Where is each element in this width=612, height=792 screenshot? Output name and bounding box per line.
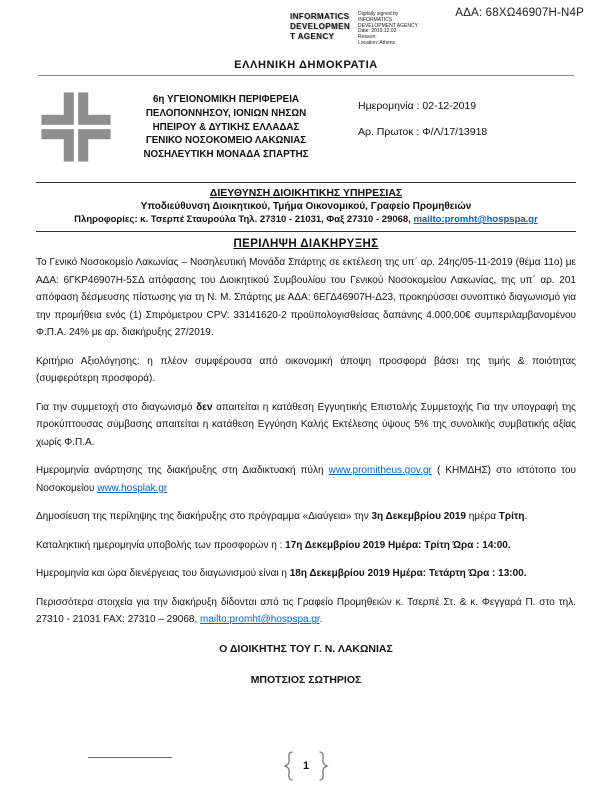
subdivision-line: Υποδιεύθυνση Διοικητικού, Τμήμα Οικονομικού, Γραφείο Προμηθειών [140,201,472,212]
guarantees-text: Για την συμμετοχή στο διαγωνισμό [36,401,197,413]
organization-block [104,93,348,162]
hosplak-link[interactable]: www.hosplak.gr [97,482,168,494]
paragraph-diavgeia-publication [36,508,576,526]
promitheus-link[interactable]: www.promitheus.gov.gr [328,465,432,476]
digital-signature-stamp [290,12,436,47]
document-body [36,254,576,690]
publication-text: Ημερομηνία ανάρτησης της διακήρυξης στη Διαδικτυακή πύλη [36,465,329,476]
header-divider [38,75,574,76]
protocol-number: Αρ. Πρωτοκ : Φ/Λ/17/13918 [358,126,488,138]
deadline-text: Καταληκτική ημερομηνία υποβολής των προσφορών η : [36,539,286,551]
org-line-hospital: ΓΕΝΙΚΟ ΝΟΣΟΚΟΜΕΙΟ ΛΑΚΩΝΙΑΣ [145,135,307,147]
org-line-unit: ΝΟΣΗΛΕΥΤΙΚΗ ΜΟΝΑΔΑ ΣΠΑΡΤΗΣ [143,149,309,161]
document-date: Ημερομηνία : 02-12-2019 [358,100,477,112]
page-number-widget [0,751,612,781]
signature-detail-line: Date: 2019.12.03 [358,28,397,35]
opening-text: Ημερομηνία και ώρα διενέργειας του διαγωνισμού είναι η [36,568,290,579]
contact-email-link[interactable]: mailto:promht@hospspa.gr [413,214,538,225]
signatory-title: Ο ΔΙΟΙΚΗΤΗΣ ΤΟΥ Γ. Ν. ΛΑΚΩΝΙΑΣ [219,642,393,655]
hospital-cross-logo [40,87,112,172]
guarantees-text-rest: απαιτείται η κατάθεση Εγγυητικής Επιστολής Συμμετοχής Για την υπογραφή της προκύπτουσας σύμβασης απαιτείται η κατάθεση Εγγύηση Καλής Εκτέλεσης ύψους 5% της συνολικής συμβατικής αξίας χωρίς Φ.Π.Α. [36,401,576,448]
guarantees-bold-not: δεν [196,401,213,413]
signature-detail-line: Digitally signed by [358,11,399,17]
contact-line [36,213,576,226]
contact-text: Πληροφορίες: κ. Τσερπέ Σταυρούλα Τηλ. 27310 - 21031, Φαξ 27310 - 29068, [74,214,414,225]
ada-code: ΑΔΑ: 68ΧΩ46907Η-Ν4Ρ [455,7,584,19]
ida-logo-line: DEVELOPMEN [290,22,351,31]
opening-date: 18η Δεκεμβρίου 2019 Ημέρα: Τετάρτη Ώρα : 13:00. [289,568,527,579]
publication-text-mid: ( ΚΗΜΔΗΣ) στο ιστότοπο του Νοσοκομείου [36,465,576,494]
more-info-end: . [319,614,323,625]
republic-header: ΕΛΛΗΝΙΚΗ ΔΗΜΟΚΡΑΤΙΑ [234,59,378,71]
signature-block [36,641,576,690]
document-title: ΠΕΡΙΛΗΨΗ ΔΙΑΚΗΡΥΞΗΣ [233,238,379,250]
diavgeia-date: 3η Δεκεμβρίου 2019 [371,511,466,522]
paragraph-evaluation-criteria: Κριτήριο Αξιολόγησης: η πλέον συμφέρουσα από οικονομική άποψη προσφορά βάσει της τιμής & ποιότητας (συμφερότερη προσφορά). [36,355,576,384]
deadline-date: 17η Δεκεμβρίου 2019 Ημέρα: Τρίτη Ώρα : 14:00. [285,539,511,551]
right-bracket-icon [318,751,330,781]
signature-detail-line: INFORMATICS [358,16,393,23]
paragraph-opening-date [36,565,576,583]
org-line-region3: ΗΠΕΙΡΟΥ & ΔΥΤΙΚΗΣ ΕΛΛΑΔΑΣ [152,121,300,133]
paragraph-tender-announcement: Το Γενικό Νοσοκομείο Λακωνίας – Νοσηλευτική Μονάδα Σπάρτης σε εκτέλεση της υπ΄ αρ. 24ης/05-11-2019 (θέμα 11ο) με ΑΔΑ: 6ΓΚΡ46907Η-5ΣΔ απόφασης του Διοικητικού Συμβουλίου του Γενικού Νοσοκομείου Λακωνίας, της υπ΄ αρ. 201 απόφαση δέσμευσης πίστωσης για τη Ν. Μ. Σπάρτης με ΑΔΑ: 6ΕΓΔ46907Η-Δ23, προκηρύσσει συνοπτικό διαγωνισμό για την προμήθεια ενός (1) Σπιρόμετρου CPV: 33141620-2 προϋπολογισθείσας δαπάνης 4.000,00€ συμπεριλαμβανομένου Φ.Π.Α. 24% με αρ. διακήρυξης 27/2019. [36,257,576,338]
paragraph-guarantees [36,399,576,452]
ida-logo-line: T AGENCY [290,32,335,41]
cross-icon [40,87,112,167]
signature-detail-line: DEVELOPMENT AGENCY [358,22,418,29]
diavgeia-day: Τρίτη [498,511,525,522]
more-info-text: Περισσότερα στοιχεία για την διακήρυξη δίδονται από τις Γραφείο Προμηθειών κ. Τσερπέ Στ. & κ. Φεγγαρά Π. στο τηλ. 27310 - 21031 FAX: 27310 – 29068, [36,596,576,625]
left-bracket-icon [282,751,294,781]
paragraph-publication-sites [36,462,576,497]
diavgeia-text: Δημοσίευση της περίληψης της διακήρυξης στο πρόγραμμα «Διαύγεια» την [36,511,372,522]
diavgeia-text-end: . [524,511,528,522]
division-title: ΔΙΕΥΘΥΝΣΗ ΔΙΟΙΚΗΤΙΚΗΣ ΥΠΗΡΕΣΙΑΣ [209,187,403,199]
paragraph-more-info [36,594,576,629]
page-number: 1 [302,760,310,772]
admin-section [36,182,576,232]
signatory-name: ΜΠΟΤΣΙΟΣ ΣΩΤΗΡΙΟΣ [250,674,362,686]
ida-logo [290,12,352,47]
info-email-link[interactable]: mailto:promht@hospspa.gr [200,614,320,625]
signature-detail-line: Location: Athens [358,39,395,46]
signature-details [358,12,436,47]
ida-logo-line: INFORMATICS [290,12,350,21]
diavgeia-text-mid: ημέρα [465,511,499,522]
signature-detail-line: Reason: [358,34,377,41]
org-line-region: 6η ΥΓΕΙΟΝΟΜΙΚΗ ΠΕΡΙΦΕΡΕΙΑ [152,94,300,105]
date-protocol-block [358,100,487,138]
paragraph-submission-deadline [36,537,576,555]
title-row [0,234,612,252]
org-line-region2: ΠΕΛΟΠΟΝΝΗΣΟΥ, ΙΟΝΙΩΝ ΝΗΣΩΝ [145,107,307,119]
